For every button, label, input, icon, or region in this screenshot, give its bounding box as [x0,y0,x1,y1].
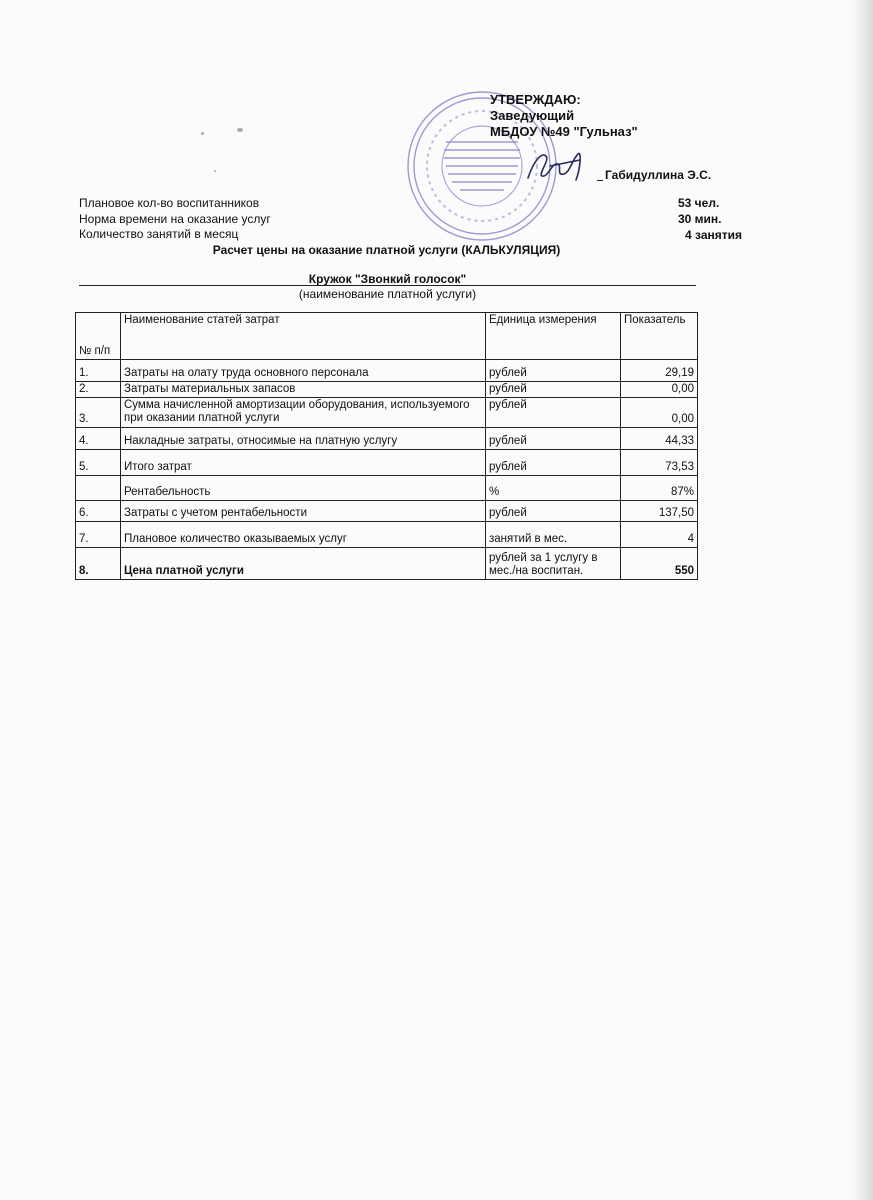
row-name: Плановое количество оказываемых услуг [121,522,486,548]
row-name: Затраты материальных запасов [121,382,486,398]
row-number: 3. [76,398,121,428]
table-row [76,360,698,382]
row-number: 2. [76,382,121,398]
table-row [76,476,698,501]
row-number: 8. [76,548,121,580]
approval-organization: МБДОУ №49 "Гульназ" [490,124,638,139]
header-cell: Единица измерения [486,313,621,360]
row-name: Рентабельность [121,476,486,501]
row-name: Накладные затраты, относимые на платную услугу [121,428,486,450]
parameter-label: Плановое кол-во воспитанников [79,196,260,210]
row-value: 137,50 [621,501,698,522]
row-unit: рублей [486,428,621,450]
row-unit: рублей [486,501,621,522]
calculation-title: Расчет цены на оказание платной услуги (КАЛЬКУЛЯЦИЯ) [212,243,561,257]
service-name: Кружок "Звонкий голосок" [308,272,467,286]
approval-position: Заведующий [490,108,575,123]
scan-speck [201,132,204,135]
row-value: 550 [621,548,698,580]
parameters-labels [79,196,271,243]
table-row [76,428,698,450]
row-unit: рублей [486,398,621,428]
approval-title: УТВЕРЖДАЮ: [490,92,581,107]
service-note: (наименование платной услуги) [298,287,477,301]
row-name: Сумма начисленной амортизации оборудования, используемого при оказании платной услуги [121,398,486,428]
signatory-name: Габидуллина Э.С. [605,168,712,182]
row-unit: занятий в мес. [486,522,621,548]
header-cell: № п/п [76,313,121,360]
row-name: Цена платной услуги [121,548,486,580]
parameter-value: 53 чел. [678,196,720,210]
header-cell: Наименование статей затрат [121,313,486,360]
table-row [76,501,698,522]
service-underline [79,285,696,286]
table-row [76,548,698,580]
scan-edge [851,0,873,1200]
row-value: 29,19 [621,360,698,382]
row-unit: % [486,476,621,501]
row-value: 0,00 [621,398,698,428]
row-value: 4 [621,522,698,548]
row-value: 73,53 [621,450,698,476]
row-number [76,476,121,501]
row-value: 87% [621,476,698,501]
parameter-label: Норма времени на оказание услуг [79,211,271,226]
header-cell: Показатель [621,313,698,360]
parameter-value: 30 мин. [678,212,722,226]
table-row [76,398,698,428]
calculation-table [75,312,698,580]
table-row [76,382,698,398]
signature [520,140,600,190]
row-unit: рублей [486,360,621,382]
signature-line [597,180,603,181]
row-name: Итого затрат [121,450,486,476]
scan-speck [237,128,243,132]
approval-block [490,92,638,140]
row-number: 4. [76,428,121,450]
row-unit: рублей за 1 услугу в мес./на воспитан. [486,548,621,580]
row-number: 1. [76,360,121,382]
table-header-row [76,313,698,360]
row-unit: рублей [486,382,621,398]
parameter-label: Количество занятий в месяц [79,227,239,241]
row-number: 6. [76,501,121,522]
row-name: Затраты на олату труда основного персонала [121,360,486,382]
row-unit: рублей [486,450,621,476]
row-number: 5. [76,450,121,476]
row-value: 44,33 [621,428,698,450]
table-row [76,522,698,548]
table-row [76,450,698,476]
scan-speck [214,170,216,172]
row-value: 0,00 [621,382,698,398]
parameter-value: 4 занятия [685,228,742,242]
row-name: Затраты с учетом рентабельности [121,501,486,522]
row-number: 7. [76,522,121,548]
